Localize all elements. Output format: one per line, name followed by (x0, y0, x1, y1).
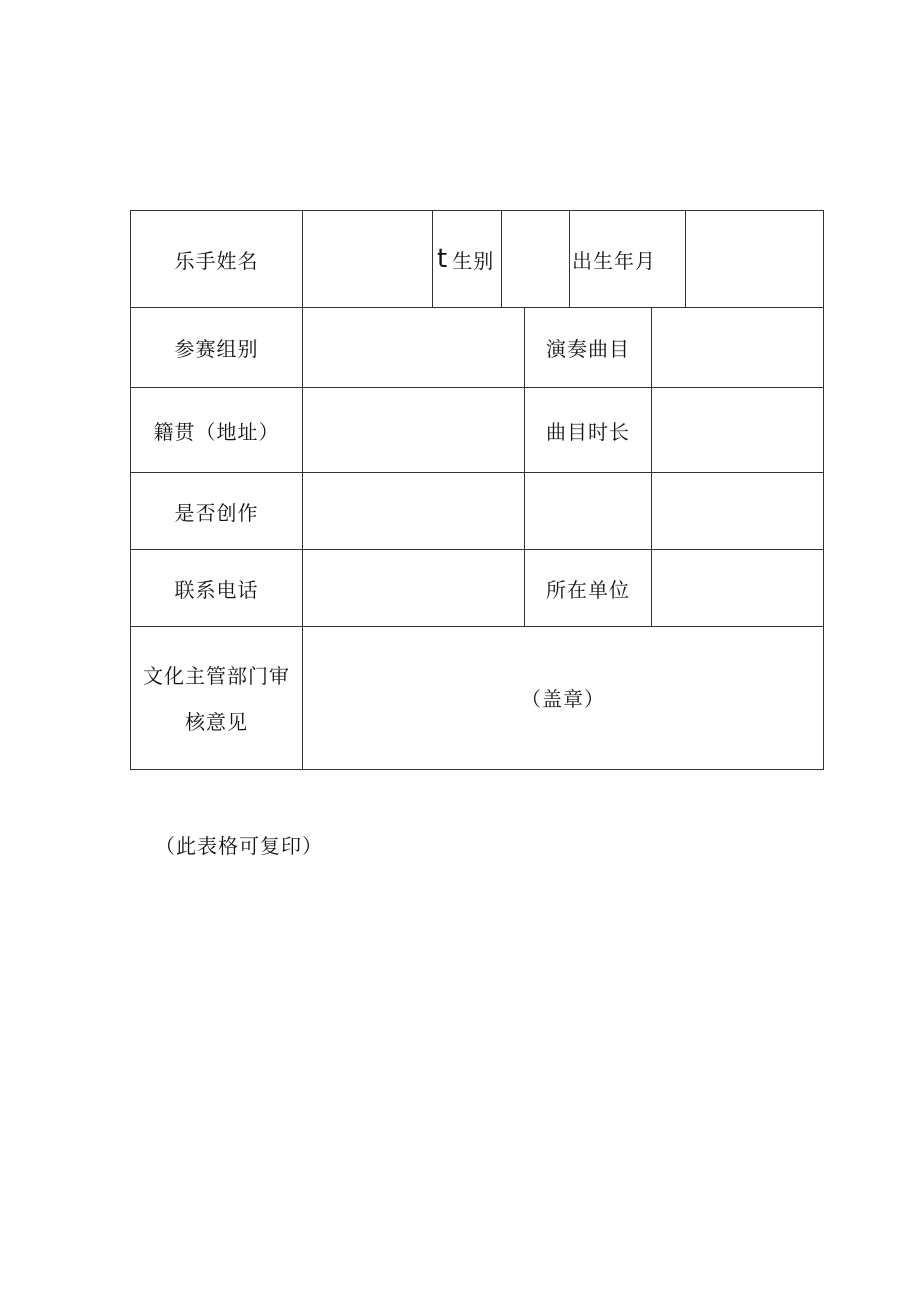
review-label-line2: 核意见 (185, 709, 248, 734)
gender-field[interactable] (501, 211, 569, 307)
piece-label-text: 演奏曲目 (546, 337, 630, 361)
original-label-text: 是否创作 (174, 500, 259, 525)
form-row-original (131, 472, 823, 549)
review-field[interactable] (302, 627, 823, 770)
registration-form-table (130, 210, 824, 770)
duration-field[interactable] (651, 388, 823, 472)
gender-stray-mark: t (437, 244, 449, 274)
copy-note: （此表格可复印） (155, 834, 323, 858)
gender-label-text: 生别 (452, 248, 495, 273)
phone-label-text: 联系电话 (174, 577, 259, 602)
unit-label-text: 所在单位 (546, 577, 630, 602)
group-field[interactable] (302, 308, 524, 387)
seal-text: （盖章） (521, 687, 605, 711)
original-field[interactable] (302, 473, 524, 549)
duration-label (524, 388, 651, 472)
form-row-origin (131, 387, 823, 472)
unit-field[interactable] (651, 550, 823, 626)
review-label (131, 627, 302, 770)
phone-label (131, 550, 302, 626)
group-label (131, 308, 302, 387)
form-row-name (131, 211, 823, 307)
phone-field[interactable] (302, 550, 524, 626)
duration-label-text: 曲目时长 (546, 419, 630, 444)
origin-field[interactable] (302, 388, 524, 472)
name-label (131, 211, 302, 307)
unit-label (524, 550, 651, 626)
piece-field[interactable] (651, 308, 823, 387)
form-row-group (131, 307, 823, 387)
extra-label (524, 473, 651, 549)
form-row-phone (131, 549, 823, 626)
origin-label-text: 籍贯（地址） (153, 419, 280, 444)
origin-label (131, 388, 302, 472)
original-label (131, 473, 302, 549)
birth-label-text: 出生年月 (572, 248, 656, 273)
extra-field[interactable] (651, 473, 823, 549)
group-label-text: 参赛组别 (174, 337, 259, 361)
name-field[interactable] (302, 211, 432, 307)
piece-label (524, 308, 651, 387)
gender-label (432, 211, 501, 307)
form-row-review (131, 626, 823, 770)
birth-label (569, 211, 685, 307)
review-label-line1: 文化主管部门审 (143, 663, 290, 688)
name-label-text: 乐手姓名 (174, 248, 259, 273)
birth-field[interactable] (685, 211, 823, 307)
